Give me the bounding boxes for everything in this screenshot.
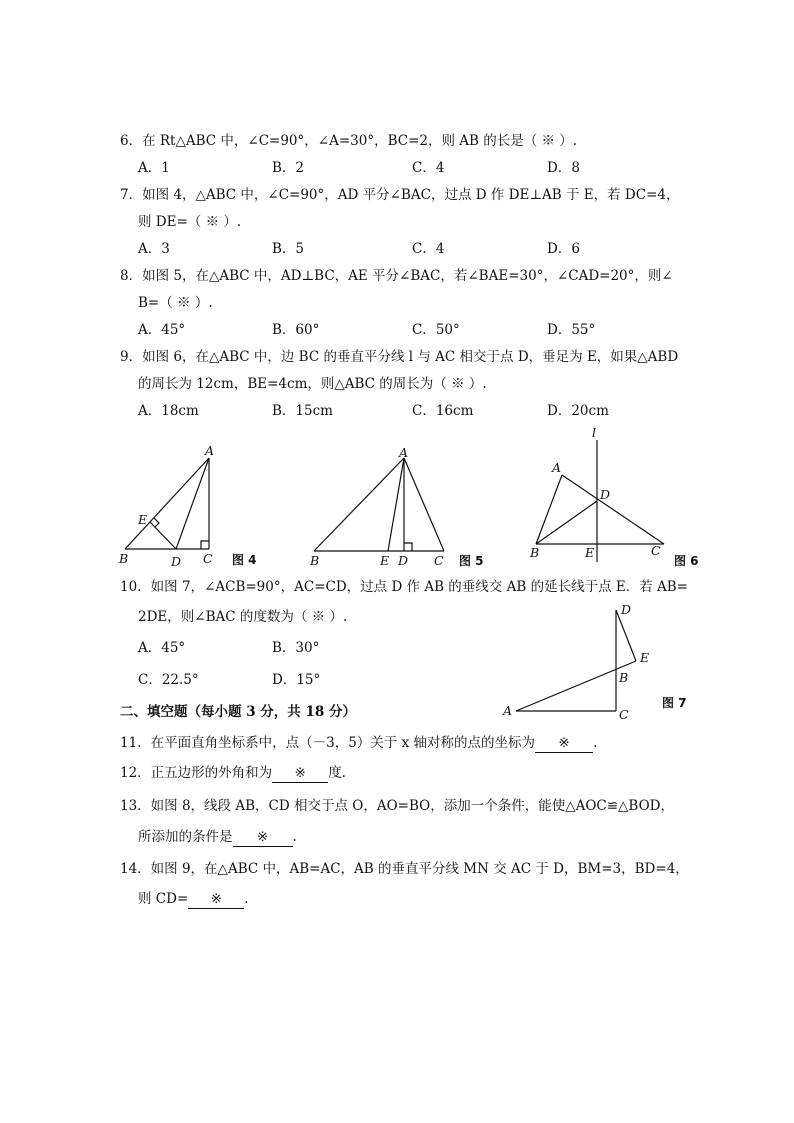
q11-answer-blank: ※ <box>535 734 593 753</box>
q6-option-d: D．8 <box>547 160 580 176</box>
q9-option-b: B．15cm <box>272 403 333 419</box>
q9-option-c: C．16cm <box>412 403 474 419</box>
q8-option-b: B．60° <box>272 322 320 338</box>
fig7-label-a: A <box>503 703 513 718</box>
fig6-label-b: B <box>530 545 540 560</box>
q6-option-a: A．1 <box>138 160 170 176</box>
fig4-label-e: E <box>138 512 148 527</box>
q10-option-d: D．15° <box>272 672 321 688</box>
q6-option-c: C．4 <box>412 160 445 176</box>
fig4-label-d: D <box>171 554 182 569</box>
q8-option-c: C．50° <box>412 322 460 338</box>
section-2-title: 二、填空题（每小题 3 分，共 18 分） <box>120 704 356 720</box>
fig4-label-b: B <box>119 551 129 566</box>
fig6-caption: 图 6 <box>674 554 699 568</box>
q14-answer-blank: ※ <box>188 890 244 909</box>
q13-stem-line2: 所添加的条件是 <box>138 829 233 845</box>
q10-stem-line1: 10．如图 7，∠ACB=90°，AC=CD，过点 D 作 AB 的垂线交 AB 的延长线于点 E．若 AB= <box>120 579 688 595</box>
q12-stem: 12．正五边形的外角和为 <box>120 765 273 781</box>
q9-option-d: D．20cm <box>547 403 609 419</box>
figure-6-lines <box>536 440 664 562</box>
q8-option-d: D．55° <box>547 322 596 338</box>
figure-7-lines <box>516 610 636 711</box>
q9-stem-line2: 的周长为 12cm，BE=4cm，则△ABC 的周长为（ ※ ）. <box>138 376 487 392</box>
figure-4-lines <box>125 458 209 549</box>
fig5-label-a: A <box>399 445 409 460</box>
fig5-label-d: D <box>398 553 409 568</box>
q12-answer-blank: ※ <box>272 764 328 783</box>
q6-option-b: B．2 <box>272 160 305 176</box>
q13-stem-line1: 13．如图 8，线段 AB，CD 相交于点 O，AO=BO，添加一个条件，能使△AOC≌△BOD， <box>120 798 674 814</box>
q10-option-a: A．45° <box>138 640 186 656</box>
fig5-label-b: B <box>310 553 320 568</box>
q14-stem-line1: 14．如图 9，在△ABC 中，AB=AC，AB 的垂直平分线 MN 交 AC 于 D，BM=3，BD=4， <box>120 861 689 877</box>
q8-stem-line2: B=（ ※ ）. <box>138 295 213 311</box>
q13-answer-blank: ※ <box>233 828 293 847</box>
q10-option-c: C．22.5° <box>138 672 199 688</box>
q13-end: . <box>292 829 297 845</box>
q10-stem-line2: 2DE，则∠BAC 的度数为（ ※ ）. <box>138 609 348 625</box>
q8-option-a: A．45° <box>138 322 186 338</box>
figure-5-lines <box>314 458 444 551</box>
fig5-label-c: C <box>434 553 444 568</box>
fig7-caption: 图 7 <box>662 696 687 710</box>
q11 <box>120 734 597 753</box>
fig4-label-c: C <box>203 551 213 566</box>
fig6-label-l: l <box>592 425 596 440</box>
fig6-label-d: D <box>600 487 611 502</box>
fig7-label-d: D <box>621 602 632 617</box>
q7-stem-line2: 则 DE=（ ※ ）. <box>138 214 242 230</box>
fig5-label-e: E <box>380 553 390 568</box>
q7-option-a: A．3 <box>138 241 170 257</box>
q10-option-b: B．30° <box>272 640 320 656</box>
q12 <box>120 764 346 783</box>
q11-stem: 11．在平面直角坐标系中，点（－3，5）关于 x 轴对称的点的坐标为 <box>120 735 536 751</box>
q14-stem-line2: 则 CD= <box>138 891 189 907</box>
q7-stem-line1: 7．如图 4，△ABC 中，∠C=90°，AD 平分∠BAC，过点 D 作 DE⊥AB 于 E，若 DC=4， <box>120 187 680 203</box>
q8-stem-line1: 8．如图 5，在△ABC 中，AD⊥BC，AE 平分∠BAC，若∠BAE=30°，∠CAD=20°，则∠ <box>120 268 673 284</box>
q12-end: 度. <box>328 765 346 781</box>
q7-option-b: B．5 <box>272 241 305 257</box>
q9-stem-line1: 9．如图 6，在△ABC 中，边 BC 的垂直平分线 l 与 AC 相交于点 D，垂足为 E，如果△ABD <box>120 349 679 365</box>
q6-stem: 6．在 Rt△ABC 中，∠C=90°，∠A=30°，BC=2，则 AB 的长是（ ※ ）. <box>120 133 578 149</box>
q7-option-d: D．6 <box>547 241 580 257</box>
q7-option-c: C．4 <box>412 241 445 257</box>
fig6-label-a: A <box>552 460 562 475</box>
fig6-label-c: C <box>651 543 661 558</box>
q9-option-a: A．18cm <box>138 403 199 419</box>
fig7-label-b: B <box>619 670 629 685</box>
fig6-label-e: E <box>585 545 595 560</box>
q11-end: . <box>593 735 598 751</box>
fig4-label-a: A <box>205 443 215 458</box>
fig7-label-c: C <box>619 707 629 722</box>
q14-line2 <box>138 890 249 909</box>
fig7-label-e: E <box>640 650 650 665</box>
fig5-caption: 图 5 <box>459 554 484 568</box>
fig4-caption: 图 4 <box>232 553 257 567</box>
q13-line2 <box>138 828 297 847</box>
q14-end: . <box>244 891 249 907</box>
